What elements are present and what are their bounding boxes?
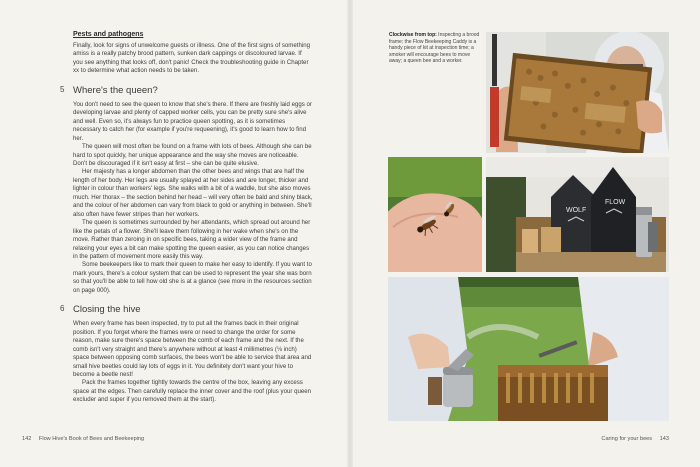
pests-heading: Pests and pathogens [73, 31, 144, 38]
smoker-photo [388, 277, 669, 421]
closing-paragraph-2: Pack the frames together tightly towards the centre of the box, leaving any excess space at the edges. Then carefully replace the inner cover and the roof (plus your queen excluder and super if you removed them at the start). [73, 379, 312, 404]
left-page-number: 142 [22, 436, 32, 442]
folio-left [22, 436, 144, 442]
queen-paragraph-2: The queen will most often be found on a frame with lots of bees. Although she can be hard to spot quickly, her unique appearance and the way she moves are noticeable. Don't be discouraged if it isn't easy at first – she can be quite elusive. [73, 143, 312, 167]
closing-step-number: 6 [60, 304, 65, 314]
book-gutter [347, 0, 353, 467]
right-running-title: Caring for your bees [601, 436, 653, 442]
caption-lead: Clockwise from top: [389, 32, 437, 38]
closing-section-header [60, 304, 313, 316]
queen-paragraph-4: The queen is sometimes surrounded by her attendants, which spread out around her like the petals of a flower. She'll leave them following in her wake when she's on the move. Rather than zeroing in on specific bees, taking a wider view of the frame and relaxing your eyes a bit can make spotting the queen easier, as you can notice changes in the pattern of movement more easily this way. [73, 219, 311, 260]
caddy-label-left: WOLF [566, 207, 587, 214]
caddy-label-right: FLOW [605, 199, 626, 206]
queen-paragraph-1: You don't need to see the queen to know that she's there. If there are freshly laid eggs or developing larvae and plenty of capped worker cells, you can be pretty sure she's alive and well. Even so, it's always fun to practice queen spotting, as it is sometimes necessary to catch her (for example if you're requeening), it's good to learn how to find her. [73, 100, 312, 142]
queen-paragraph-5: Some beekeepers like to mark their queen to make her easy to identify. If you want to mark yours, there's a colour system that can be used to represent the year she was born so that you'll be able to tell how old she is at a glance (see more in the resources section on page 000). [73, 261, 312, 294]
caddy-photo [486, 157, 669, 272]
queen-section-header [60, 84, 313, 97]
right-page-number: 143 [659, 436, 669, 442]
pests-section [73, 30, 313, 76]
left-running-title: Flow Hive's Book of Bees and Beekeeping [38, 436, 145, 442]
main-text-column [60, 30, 313, 405]
queen-section-title: Where's the queen? [73, 84, 158, 96]
closing-paragraph-1: When every frame has been inspected, try to put all the frames back in their original position. If you forget where the frames were or need to change the order for some reason, make sure there's space between the comb of each frame and the next. If the comb isn't very straight and there's anywhere without at least 4 millimetres (⅛ inch) space between opposing comb surfaces, the bees won't be able to service that area and small hive beetles could lay lots of eggs in it. You definitely don't want your hive to become a beetle nest! [73, 320, 312, 378]
queen-step-number: 5 [60, 84, 65, 94]
brood-frame-photo [486, 32, 669, 153]
pests-paragraph: Finally, look for signs of unwelcome guests or illness. One of the first signs of something amiss is a really patchy brood pattern, sunken dark cappings or discoloured larvae. If you see anything that looks off, don't panic! Check the troubleshooting guide in Chapter xx to determine what action needs to be taken. [73, 42, 310, 75]
folio-right [601, 436, 669, 442]
caption-text: Inspecting a brood frame; the Flow Beekeeping Caddy is a handy piece of kit at inspection time; a smoker will encourage bees to move away; a queen bee and a worker. [389, 32, 480, 65]
queen-bee-photo [388, 157, 482, 272]
queen-paragraph-3: Her majesty has a longer abdomen than the other bees and wings that are half the length of her body. Her legs are usually splayed at her sides and are longer, thicker and lighter in colour than workers' legs. She walks with a bit of a waddle, but she also moves much. Her thorax – the section behind her head – will very often be bald and shiny black, and the colour of her abdomen can vary from black to gold or anything in between. She'll also often have fewer stripes than her workers. [73, 168, 313, 218]
closing-section-title: Closing the hive [73, 304, 141, 316]
photo-caption [389, 32, 481, 65]
